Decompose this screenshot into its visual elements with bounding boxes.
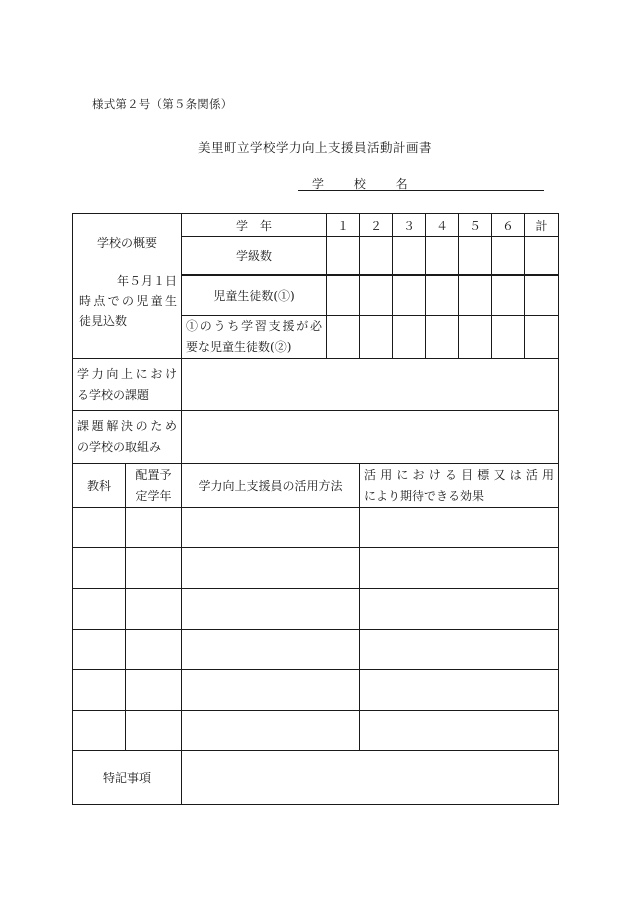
plan-entry-row <box>73 711 559 751</box>
goal-entry[interactable] <box>360 711 559 751</box>
subject-entry[interactable] <box>73 630 126 670</box>
subject-entry[interactable] <box>73 589 126 630</box>
support-needed-grade-6[interactable] <box>492 316 525 359</box>
issues-row <box>73 359 559 411</box>
goal-entry[interactable] <box>360 508 559 548</box>
planned-grade-entry[interactable] <box>126 630 182 670</box>
student-count-label: 児童生徒数(①) <box>182 276 327 316</box>
student-count-grade-4[interactable] <box>426 276 459 316</box>
student-count-grade-6[interactable] <box>492 276 525 316</box>
student-count-grade-1[interactable] <box>327 276 360 316</box>
issues-label-line2: る学校の課題 <box>77 387 150 402</box>
student-count-total[interactable] <box>525 276 559 316</box>
method-entry[interactable] <box>182 589 360 630</box>
plan-entry-row <box>73 548 559 589</box>
class-count-grade-3[interactable] <box>393 237 426 275</box>
method-header: 学力向上支援員の活用方法 <box>182 464 360 508</box>
school-name-label: 学 校 名 <box>312 177 421 191</box>
support-needed-grade-1[interactable] <box>327 316 360 359</box>
class-count-grade-6[interactable] <box>492 237 525 275</box>
plan-entry-row <box>73 589 559 630</box>
student-count-grade-2[interactable] <box>360 276 393 316</box>
goal-header <box>360 464 559 508</box>
class-count-grade-5[interactable] <box>459 237 492 275</box>
method-entry[interactable] <box>182 548 360 589</box>
school-name-field[interactable] <box>298 172 544 191</box>
goal-entry[interactable] <box>360 670 559 711</box>
method-entry[interactable] <box>182 711 360 751</box>
support-needed-label-cell <box>182 316 327 359</box>
support-needed-grade-4[interactable] <box>426 316 459 359</box>
class-count-label: 学級数 <box>182 237 327 275</box>
method-entry[interactable] <box>182 630 360 670</box>
class-count-total[interactable] <box>525 237 559 275</box>
subject-entry[interactable] <box>73 670 126 711</box>
school-overview-label-cell <box>73 214 182 359</box>
plan-header-row <box>73 464 559 508</box>
efforts-entry[interactable] <box>182 411 559 464</box>
planned-grade-entry[interactable] <box>126 589 182 630</box>
class-count-grade-2[interactable] <box>360 237 393 275</box>
planned-grade-entry[interactable] <box>126 548 182 589</box>
plan-entry-row <box>73 630 559 670</box>
grade-header-row <box>73 214 559 237</box>
notes-row <box>73 751 559 805</box>
reference-date-note-line2: 徒見込数 <box>79 314 128 328</box>
grade-3-header: ３ <box>393 214 426 237</box>
subject-entry[interactable] <box>73 711 126 751</box>
school-overview-label: 学校の概要 <box>97 236 158 250</box>
goal-entry[interactable] <box>360 548 559 589</box>
total-header: 計 <box>525 214 559 237</box>
subject-header: 教科 <box>73 464 126 508</box>
goal-entry[interactable] <box>360 589 559 630</box>
grade-6-header: ６ <box>492 214 525 237</box>
activity-plan-table <box>72 213 559 805</box>
support-needed-label-line1: ①のうち学習支援が必 <box>186 319 323 333</box>
grade-4-header: ４ <box>426 214 459 237</box>
grade-1-header: １ <box>327 214 360 237</box>
planned-grade-header <box>126 464 182 508</box>
notes-label: 特記事項 <box>73 751 182 805</box>
efforts-label-cell <box>73 411 182 464</box>
document-title: 美里町立学校学力向上支援員活動計画書 <box>197 140 432 155</box>
reference-date: 年５月１日 <box>117 274 178 288</box>
efforts-row <box>73 411 559 464</box>
notes-entry[interactable] <box>182 751 559 805</box>
support-needed-label-line2: 要な児童生徒数(②) <box>186 340 292 354</box>
grade-header: 学 年 <box>182 214 327 237</box>
reference-date-note-line1: 時点での児童生 <box>79 294 178 308</box>
goal-header-line1: 活用における目標又は活用 <box>364 467 555 482</box>
method-entry[interactable] <box>182 670 360 711</box>
support-needed-grade-2[interactable] <box>360 316 393 359</box>
efforts-label-line1: 課題解決のため <box>77 419 178 433</box>
issues-entry[interactable] <box>182 359 559 411</box>
planned-grade-entry[interactable] <box>126 711 182 751</box>
issues-label-line1: 学力向上におけ <box>77 366 178 381</box>
planned-grade-entry[interactable] <box>126 508 182 548</box>
planned-grade-entry[interactable] <box>126 670 182 711</box>
planned-grade-header-line1: 配置予 <box>135 467 172 482</box>
issues-label-cell <box>73 359 182 411</box>
grade-2-header: ２ <box>360 214 393 237</box>
efforts-label-line2: の学校の取組み <box>77 440 162 454</box>
support-needed-total[interactable] <box>525 316 559 359</box>
class-count-grade-4[interactable] <box>426 237 459 275</box>
plan-entry-row <box>73 670 559 711</box>
goal-entry[interactable] <box>360 630 559 670</box>
subject-entry[interactable] <box>73 508 126 548</box>
subject-entry[interactable] <box>73 548 126 589</box>
goal-header-line2: により期待できる効果 <box>364 488 485 503</box>
grade-5-header: ５ <box>459 214 492 237</box>
support-needed-grade-3[interactable] <box>393 316 426 359</box>
support-needed-grade-5[interactable] <box>459 316 492 359</box>
form-number: 様式第２号（第５条関係） <box>92 97 233 111</box>
planned-grade-header-line2: 定学年 <box>135 488 172 503</box>
student-count-grade-5[interactable] <box>459 276 492 316</box>
plan-entry-row <box>73 508 559 548</box>
method-entry[interactable] <box>182 508 360 548</box>
class-count-grade-1[interactable] <box>327 237 360 275</box>
student-count-grade-3[interactable] <box>393 276 426 316</box>
